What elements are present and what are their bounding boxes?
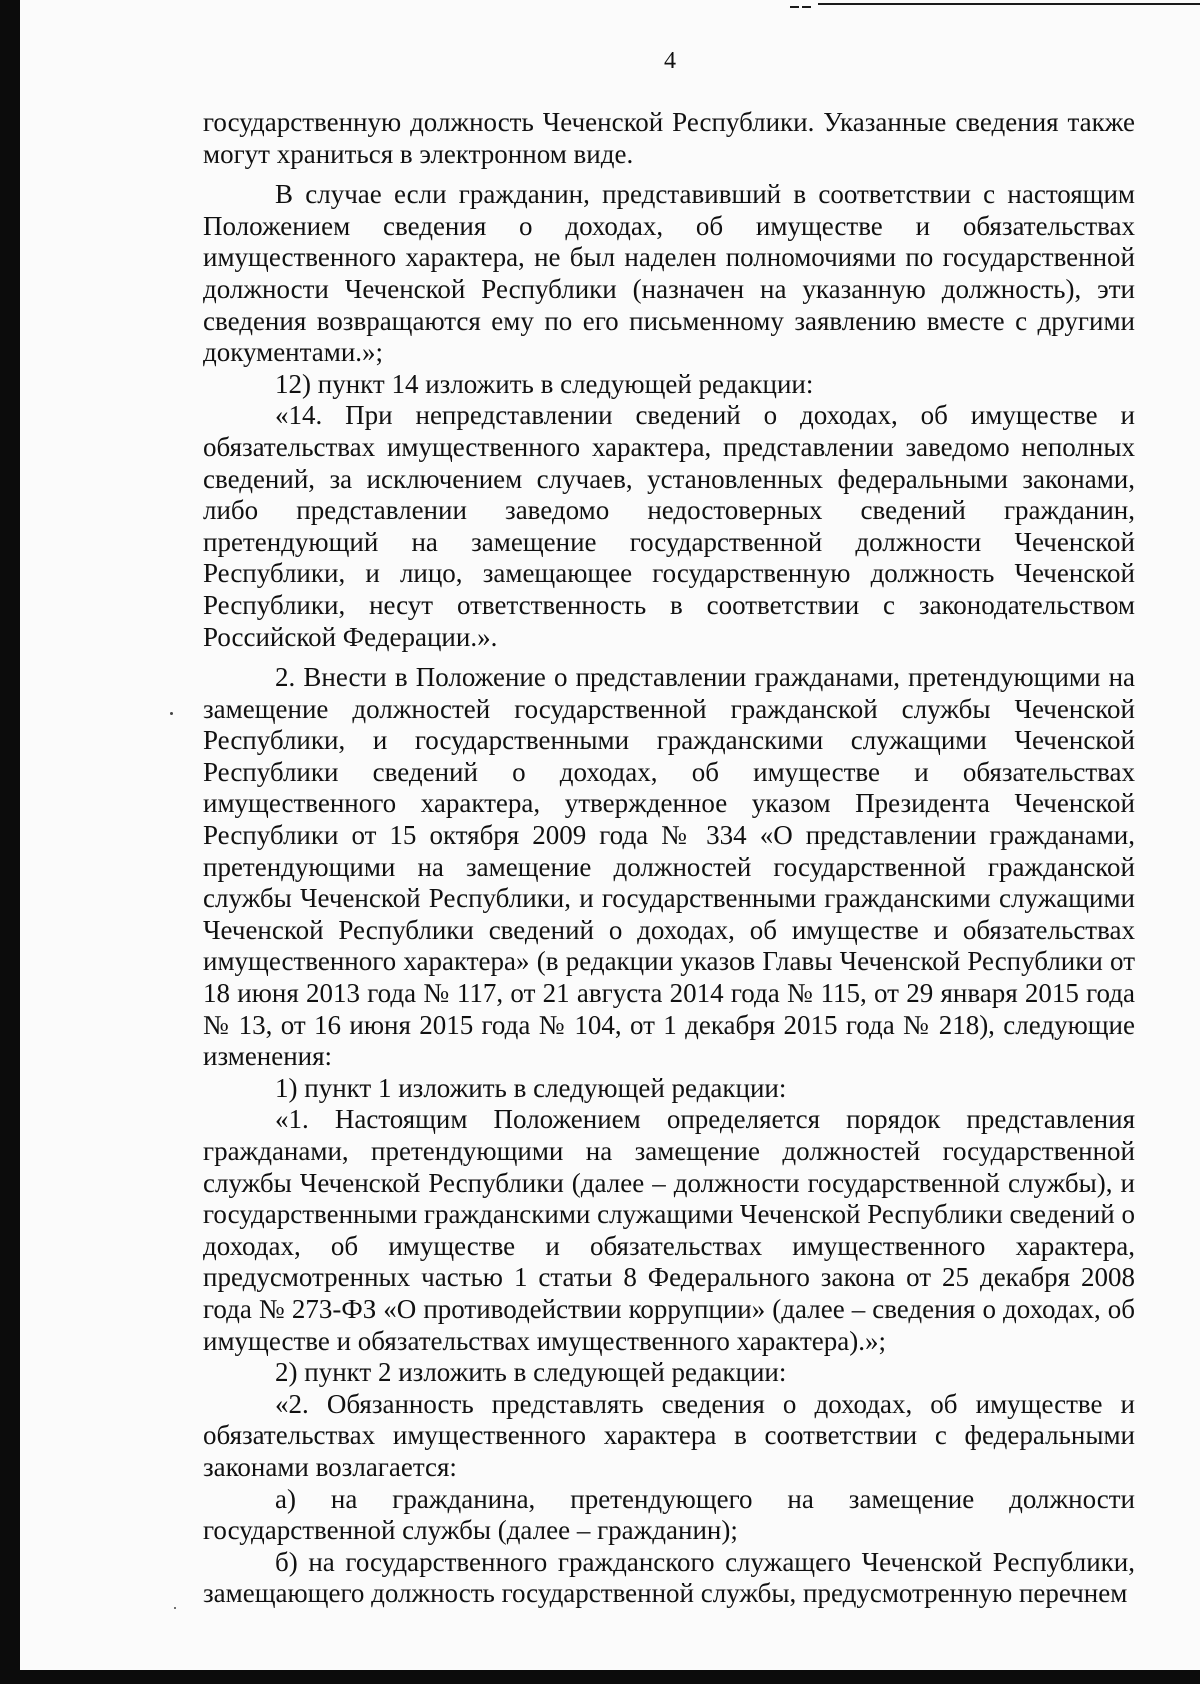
paragraph: 1) пункт 1 изложить в следующей редакции: bbox=[275, 1072, 787, 1103]
scan-top-dash bbox=[790, 6, 799, 8]
paragraph: «2. Обязанность представлять сведения о доходах, об имуществе и обязательствах имущественного характера в соответствии с федеральными законами возлагается: bbox=[203, 1388, 1135, 1482]
paragraph: 2. Внести в Положение о представлении гражданами, претендующими на замещение должностей государственной гражданской службы Чеченской Республики, и государственными гражданскими служащими Чеченской Республики сведений о доходах, об имуществе и обязательствах имущественного характера, утвержденное указом Президента Чеченской Республики от 15 октября 2009 года № 334 «О представлении гражданами, претендующими на замещение должностей государственной гражданской службы Чеченской Республики, и государственными гражданскими служащими Чеченской Республики сведений о доходах, об имуществе и обязательствах имущественного характера» (в редакции указов Главы Чеченской Республики от 18 июня 2013 года № 117, от 21 августа 2014 года № 115, от 29 января 2015 года № 13, от 16 июня 2015 года № 104, от 1 декабря 2015 года № 218), следующие изменения: bbox=[203, 662, 1135, 1072]
paragraph: В случае если гражданин, представивший в соответствии с настоящим Положением сведения о доходах, об имуществе и обязательствах имущественного характера, не был наделен полномочиями по государственной должности Чеченской Республики (назначен на указанную должность), эти сведения возвращаются ему по его письменному заявлению вместе с другими документами.»; bbox=[203, 179, 1135, 368]
page-number: 4 bbox=[664, 48, 676, 74]
document-body bbox=[203, 107, 1135, 1610]
paragraph: 2) пункт 2 изложить в следующей редакции: bbox=[275, 1357, 787, 1388]
paragraph: «1. Настоящим Положением определяется порядок представления гражданами, претендующими на замещение должностей государственной службы Чеченской Республики (далее – должности государственной службы), и государственными гражданскими служащими Чеченской Республики сведений о доходах, об имуществе и обязательствах имущественного характера, предусмотренных частью 1 статьи 8 Федерального закона от 25 декабря 2008 года № 273-ФЗ «О противодействии коррупции» (далее – сведения о доходах, об имуществе и обязательствах имущественного характера).»; bbox=[203, 1104, 1135, 1356]
paragraph: 12) пункт 14 изложить в следующей редакции: bbox=[275, 368, 814, 399]
scan-top-line bbox=[818, 3, 1200, 5]
paragraph: б) на государственного гражданского служащего Чеченской Республики, замещающего должность государственной службы, предусмотренную перечнем bbox=[203, 1546, 1135, 1609]
scan-speck bbox=[170, 712, 173, 715]
scan-speck bbox=[174, 1607, 176, 1609]
paragraph: а) на гражданина, претендующего на замещение должности государственной службы (далее – гражданин); bbox=[203, 1483, 1135, 1546]
paragraph: «14. При непредставлении сведений о доходах, об имуществе и обязательствах имущественного характера, представлении заведомо неполных сведений, за исключением случаев, установленных федеральными законами, либо представлении заведомо недостоверных сведений гражданин, претендующий на замещение государственной должности Чеченской Республики, и лицо, замещающее государственную должность Чеченской Республики, несут ответственность в соответствии с законодательством Российской Федерации.». bbox=[203, 400, 1135, 652]
scan-border-bottom bbox=[0, 1670, 1200, 1684]
scan-top-dash bbox=[802, 6, 811, 8]
paragraph: государственную должность Чеченской Республики. Указанные сведения также могут храниться в электронном виде. bbox=[203, 107, 1135, 169]
scan-border-left bbox=[0, 0, 20, 1684]
